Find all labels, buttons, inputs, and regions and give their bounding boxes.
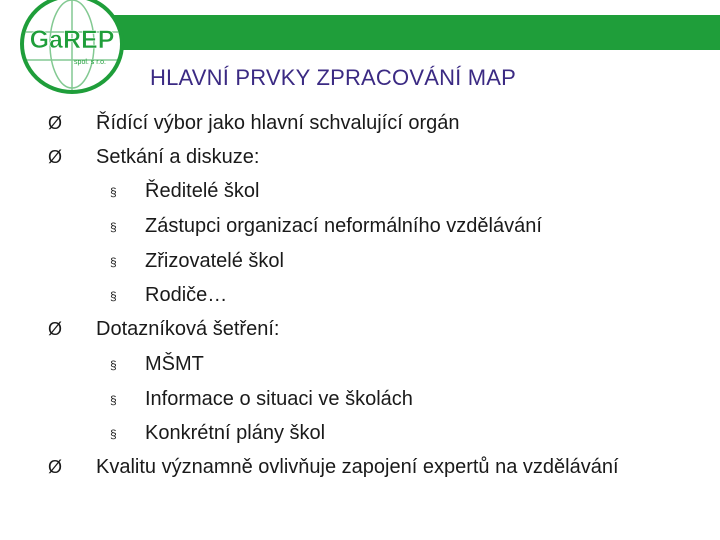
list-item-text: Řídící výbor jako hlavní schvalující orgán xyxy=(96,112,460,134)
list-item-text: Zřizovatelé škol xyxy=(145,250,284,272)
square-bullet-icon: § xyxy=(110,220,117,234)
company-logo xyxy=(18,0,126,98)
arrow-bullet-icon: Ø xyxy=(48,147,63,167)
arrow-bullet-icon: Ø xyxy=(48,457,63,477)
list-item-text: MŠMT xyxy=(145,353,204,375)
square-bullet-icon: § xyxy=(110,358,117,372)
list-item-text: Konkrétní plány škol xyxy=(145,422,326,444)
square-bullet-icon: § xyxy=(110,185,117,199)
square-bullet-icon: § xyxy=(110,255,117,269)
logo-wordmark: GaREP xyxy=(29,26,115,54)
list-item-text: Rodiče… xyxy=(145,284,228,306)
list-item-text: Zástupci organizací neformálního vzdělávání xyxy=(145,215,542,237)
list-item-text: Informace o situaci ve školách xyxy=(145,388,413,410)
header-green-bar xyxy=(60,15,720,50)
page-title: HLAVNÍ PRVKY ZPRACOVÁNÍ MAP xyxy=(150,65,517,90)
square-bullet-icon: § xyxy=(110,289,117,303)
square-bullet-icon: § xyxy=(110,427,117,441)
logo-subtitle: spol. s r.o. xyxy=(74,59,106,66)
arrow-bullet-icon: Ø xyxy=(48,113,63,133)
list-item-text: Dotazníková šetření: xyxy=(96,318,280,340)
list-item-text: Ředitelé škol xyxy=(145,180,260,202)
list-item-text: Setkání a diskuze: xyxy=(96,146,260,168)
arrow-bullet-icon: Ø xyxy=(48,319,63,339)
list-item-text: Kvalitu významně ovlivňuje zapojení expertů na vzdělávání xyxy=(96,456,619,478)
square-bullet-icon: § xyxy=(110,393,117,407)
